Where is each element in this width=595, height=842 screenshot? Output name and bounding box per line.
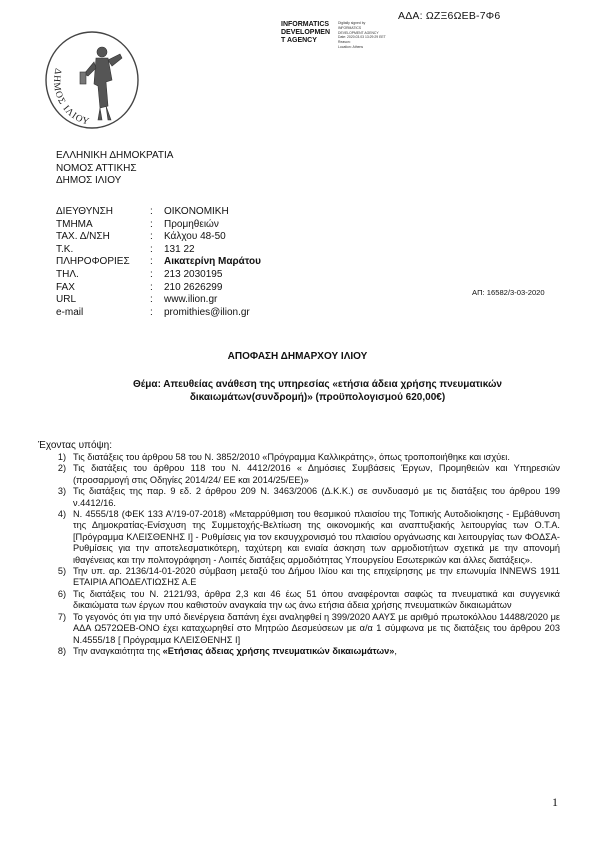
list-item-number: 7) (57, 611, 66, 622)
considerations-list (38, 452, 560, 657)
signature-detail-line: Reason: (338, 40, 351, 45)
contact-row: FAX : 210 2626299 (56, 281, 223, 293)
list-item-text: Τις διατάξεις του άρθρου 58 του Ν. 3852/2010 «Πρόγραμμα Καλλικράτης», όπως τροποποιήθηκε και ισχύει. (73, 452, 510, 462)
contact-value: Αικατερίνη Μαράτου (164, 256, 261, 268)
list-item-text-bold: «Ετήσιας άδειας χρήσης πνευματικών δικαιωμάτων» (162, 645, 395, 656)
list-item-text (73, 646, 560, 657)
signature-agency-line: DEVELOPMEN (281, 29, 331, 36)
list-item-number: 2) (57, 463, 66, 474)
contact-info (56, 206, 261, 319)
contact-key: Τ.Κ. (56, 243, 74, 255)
seal-text: ΔΗΜΟΣ ΙΛΙΟΥ (50, 67, 91, 128)
contact-row: Τ.Κ. : 131 22 (56, 243, 195, 255)
contact-row: ΔΙΕΥΘΥΝΣΗ : ΟΙΚΟΝΟΜΙΚΗ (56, 206, 229, 217)
contact-key: ΠΛΗΡΟΦΟΡΙΕΣ (56, 256, 130, 268)
list-item (38, 509, 560, 566)
decision-title: ΑΠΟΦΑΣΗ ΔΗΜΑΡΧΟΥ ΙΛΙΟΥ (227, 351, 368, 362)
signature-detail-line: DEVELOPMENT AGENCY (338, 30, 379, 35)
list-item (38, 589, 560, 612)
contact-value: ΟΙΚΟΝΟΜΙΚΗ (164, 206, 229, 217)
list-item-text: Τις διατάξεις της παρ. 9 εδ. 2 άρθρου 209 Ν. 3463/2006 (Δ.Κ.Κ.) σε συνδυασμό με τις διατάξεις του άρθρου 199 ν.4412/16. (73, 486, 560, 508)
list-item (38, 452, 560, 463)
signature-details (338, 21, 398, 50)
list-item-number: 5) (57, 566, 66, 577)
contact-value: 213 2030195 (164, 268, 223, 280)
signature-agency-name (281, 21, 333, 45)
signature-agency-line: INFORMATICS (281, 21, 330, 28)
contact-value: 210 2626299 (164, 281, 223, 293)
contact-value: promithies@ilion.gr (164, 306, 250, 318)
signature-detail-line: Digitally signed by (338, 21, 366, 25)
list-item-text-prefix: Την αναγκαιότητα της (73, 645, 163, 656)
list-item-number: 1) (57, 452, 66, 462)
contact-key: e-mail (56, 306, 84, 318)
list-item (38, 646, 560, 657)
list-item-number: 4) (57, 509, 66, 520)
contact-value: 131 22 (164, 243, 195, 255)
signature-detail-line: INFORMATICS (338, 25, 362, 30)
contact-row: ΠΛΗΡΟΦΟΡΙΕΣ : Αικατερίνη Μαράτου (56, 256, 261, 268)
contact-key: URL (56, 294, 77, 306)
list-item-text: Τις διατάξεις του άρθρου 118 του Ν. 4412/2016 « Δημόσιες Συμβάσεις Έργων, Προμηθειών και Υπηρεσιών (προσαρμογή στις Οδηγίες 2014/24/ ΕΕ και 2014/25/ΕΕ)» (73, 463, 560, 485)
contact-key: ΤΗΛ. (56, 268, 79, 280)
contact-row: e-mail : promithies@ilion.gr (56, 306, 250, 318)
contact-row: URL : www.ilion.gr (56, 294, 218, 306)
contact-row: ΤΗΛ. : 213 2030195 (56, 268, 223, 280)
list-item-number: 3) (57, 486, 66, 497)
municipality-seal (36, 28, 144, 140)
having-seen-label: Έχοντας υπόψη: (38, 440, 112, 451)
header-line: ΕΛΛΗΝΙΚΗ ΔΗΜΟΚΡΑΤΙΑ (56, 150, 174, 161)
signature-detail-line: Date: 2020.03.03 13:29:29 EET (338, 35, 386, 40)
signature-detail-line: Location: Athens (338, 44, 364, 49)
list-item (38, 566, 560, 589)
list-item-text: Το γεγονός ότι για την υπό διενέργεια δαπάνη έχει αναληφθεί η 399/2020 ΑΑΥΣ με αριθμό πρωτοκόλλου 14488/2020 με ΑΔΑ Ω572ΩΕΒ-ΟΝΟ έχει καταχωρηθεί στο Μητρώο Δεσμεύσεων με α/α 1 σύμφωνα με τις διατάξεις του άρθρου 203 Ν.4555/18 [ Πρόγραμμα ΚΛΕΙΣΘΕΝΗΣ Ι] (73, 611, 560, 645)
contact-key: ΤΜΗΜΑ (56, 218, 93, 230)
document-header (56, 150, 173, 188)
contact-key: ΔΙΕΥΘΥΝΣΗ (56, 206, 113, 217)
contact-value: www.ilion.gr (164, 294, 218, 306)
list-item-text: Ν. 4555/18 (ΦΕΚ 133 Α'/19-07-2018) «Μεταρρύθμιση του θεσμικού πλαισίου της Τοπικής Αυτοδιοίκησης - Εμβάθυνση της Δημοκρατίας-Ενίσχυση της Συμμετοχής-Βελτίωση της οικονομικής και αναπτυξιακής λειτουργίας των Ο.Τ.Α. [Πρόγραμμα ΚΛΕΙΣΘΕΝΗΣ Ι] - Ρυθμίσεις για τον εκσυγχρονισμό του πλαισίου οργάνωσης και λειτουργίας των ΦΟΔΣΑ-Ρυθμίσεις για την αποτελεσματικότερη, ταχύτερη και ενιαία άσκηση των αρμοδιοτήτων σχετικά με την απονομή ιθαγένειας και την πολιτογράφηση - Λοιπές διατάξεις αρμοδιότητας Υπουργείου Εσωτερικών και άλλες διατάξεις». (73, 509, 560, 565)
list-item (38, 486, 560, 509)
header-line: ΝΟΜΟΣ ΑΤΤΙΚΗΣ (56, 162, 137, 174)
contact-key: FAX (56, 281, 75, 293)
list-item-text: Την υπ. αρ. 2136/14-01-2020 σύμβαση μεταξύ του Δήμου Ιλίου και της επιχείρησης με την επωνυμία INNEWS 1911 ΕΤΑΙΡΙΑ ΑΠΟΔΕΛΤΙΩΣΗΣ Α.Ε (73, 566, 560, 588)
list-item-number: 6) (57, 588, 66, 599)
header-line: ΔΗΜΟΣ ΙΛΙΟΥ (56, 175, 122, 186)
contact-key: ΤΑΧ. Δ/ΝΣΗ (56, 231, 110, 243)
protocol-number: ΑΠ: 16582/3-03-2020 (472, 288, 545, 297)
list-item-text-suffix: , (394, 645, 397, 656)
list-item-text: Τις διατάξεις του Ν. 2121/93, άρθρα 2,3 και 46 έως 51 όπου αναφέρονται σαφώς τα πνευματικά και συγγενικά δικαιώματα των έργων που καθιστούν αναγκαία την ως άνω ετήσια άδεια χρήσης πνευματικών δικαιωμάτων (73, 588, 560, 611)
list-item-number: 8) (57, 645, 66, 656)
signature-agency-line: T AGENCY (281, 37, 317, 44)
contact-row: ΤΜΗΜΑ : Προμηθειών (56, 218, 219, 230)
page-number: 1 (552, 795, 558, 809)
contact-value: Κάλχου 48-50 (164, 231, 226, 243)
contact-row: ΤΑΧ. Δ/ΝΣΗ : Κάλχου 48-50 (56, 231, 226, 243)
list-item (38, 612, 560, 646)
contact-value: Προμηθειών (164, 218, 219, 230)
ada-code: ΑΔΑ: ΩΖΞ6ΩΕΒ-7Φ6 (398, 10, 501, 22)
list-item (38, 463, 560, 486)
subject: Θέμα: Απευθείας ανάθεση της υπηρεσίας «ετήσια άδεια χρήσης πνευματικών δικαιωμάτων(συνδρομή)» (προϋπολογισμού 620,00€) (133, 379, 502, 403)
